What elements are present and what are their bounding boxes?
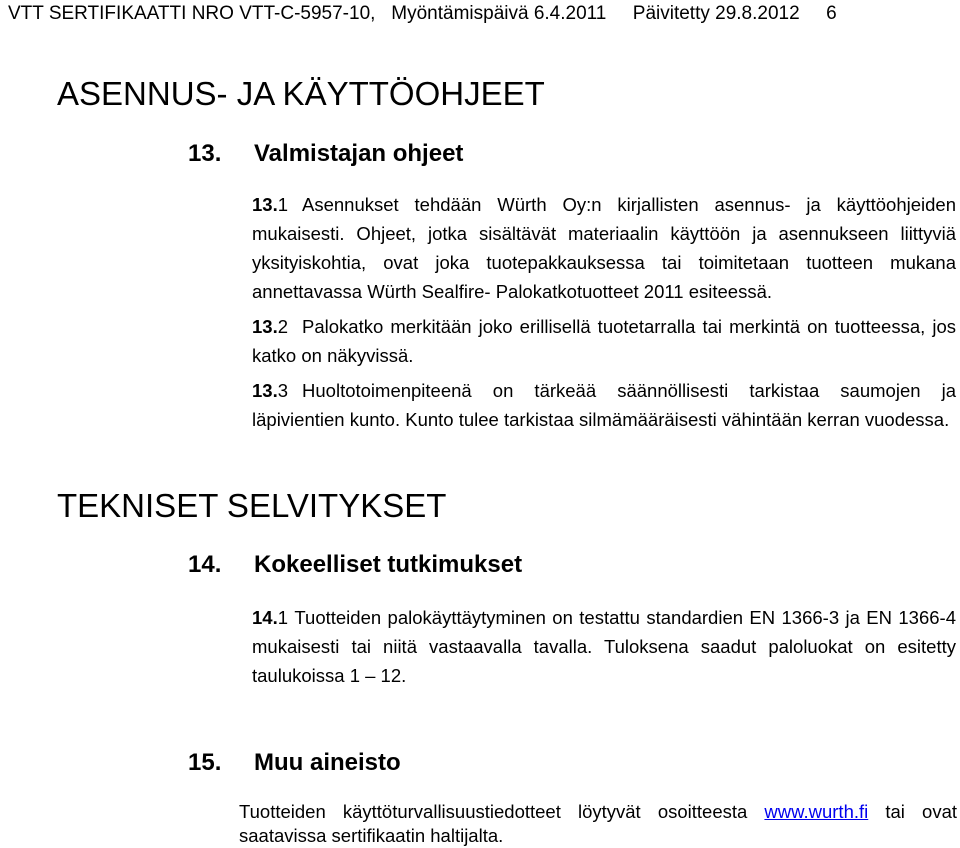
updated-date: Päivitetty 29.8.2012 xyxy=(632,3,800,24)
page-number: 6 xyxy=(826,3,837,24)
paragraph-14-1-text: Tuotteiden palokäyttäytyminen on testattu standardien EN 1366-3 ja EN 1366-4 mukaisesti tai niitä vastaavalla tavalla. Tuloksena saadut paloluokat on esitetty taulukoissa 1 – 12. xyxy=(252,607,957,686)
paragraph-13-1-text: Asennukset tehdään Würth Oy:n kirjallisten asennus- ja käyttöohjeiden mukaisesti. Ohjeet, jotka sisältävät materiaalin käyttöön ja asennukseen liittyviä yksityiskohtia, ovat joka tuotepakkauksessa tai toimitetaan tuotteen mukana annettavassa Würth Sealfire- Palokatkotuotteet 2011 esiteessä. xyxy=(252,194,956,302)
paragraph-13-3 xyxy=(252,376,956,434)
heading-13-number: 13. xyxy=(188,140,222,167)
heading-14-number: 14. xyxy=(188,551,222,578)
paragraph-15 xyxy=(239,800,957,848)
heading-14 xyxy=(188,550,522,580)
heading-15-title: Muu aineisto xyxy=(254,749,401,776)
paragraph-13-1-number: 13.1 xyxy=(252,194,289,215)
heading-14-title: Kokeelliset tutkimukset xyxy=(254,551,523,578)
paragraph-13-1 xyxy=(252,190,956,306)
paragraph-14-1 xyxy=(252,603,956,690)
section-title-technical: TEKNISET SELVITYKSET xyxy=(57,487,447,524)
heading-13-title: Valmistajan ohjeet xyxy=(254,140,464,167)
heading-15 xyxy=(188,748,401,778)
wurth-website-link[interactable]: www.wurth.fi xyxy=(764,801,869,822)
paragraph-15-text-after: tai ovat saatavissa sertifikaatin haltijalta. xyxy=(239,801,957,846)
certificate-number: VTT SERTIFIKAATTI NRO VTT-C-5957-10, xyxy=(8,3,376,24)
paragraph-13-3-text: Huoltotoimenpiteenä on tärkeää säännöllisesti tarkistaa saumojen ja läpivientien kunto. Kunto tulee tarkistaa silmämääräisesti vähintään kerran vuodessa. xyxy=(252,380,956,430)
section-title-install: ASENNUS- JA KÄYTTÖOHJEET xyxy=(57,75,545,112)
paragraph-13-2-number: 13.2 xyxy=(252,316,289,337)
heading-13 xyxy=(188,139,463,169)
paragraph-15-text-before: Tuotteiden käyttöturvallisuustiedotteet löytyvät osoitteesta xyxy=(239,801,765,822)
page-header xyxy=(8,2,837,26)
paragraph-13-2 xyxy=(252,312,956,370)
granted-date: Myöntämispäivä 6.4.2011 xyxy=(391,3,607,24)
heading-15-number: 15. xyxy=(188,749,222,776)
paragraph-14-1-number: 14.1 xyxy=(252,607,289,628)
paragraph-13-3-number: 13.3 xyxy=(252,380,289,401)
paragraph-13-2-text: Palokatko merkitään joko erillisellä tuotetarralla tai merkintä on tuotteessa, jos katko on näkyvissä. xyxy=(252,316,956,366)
